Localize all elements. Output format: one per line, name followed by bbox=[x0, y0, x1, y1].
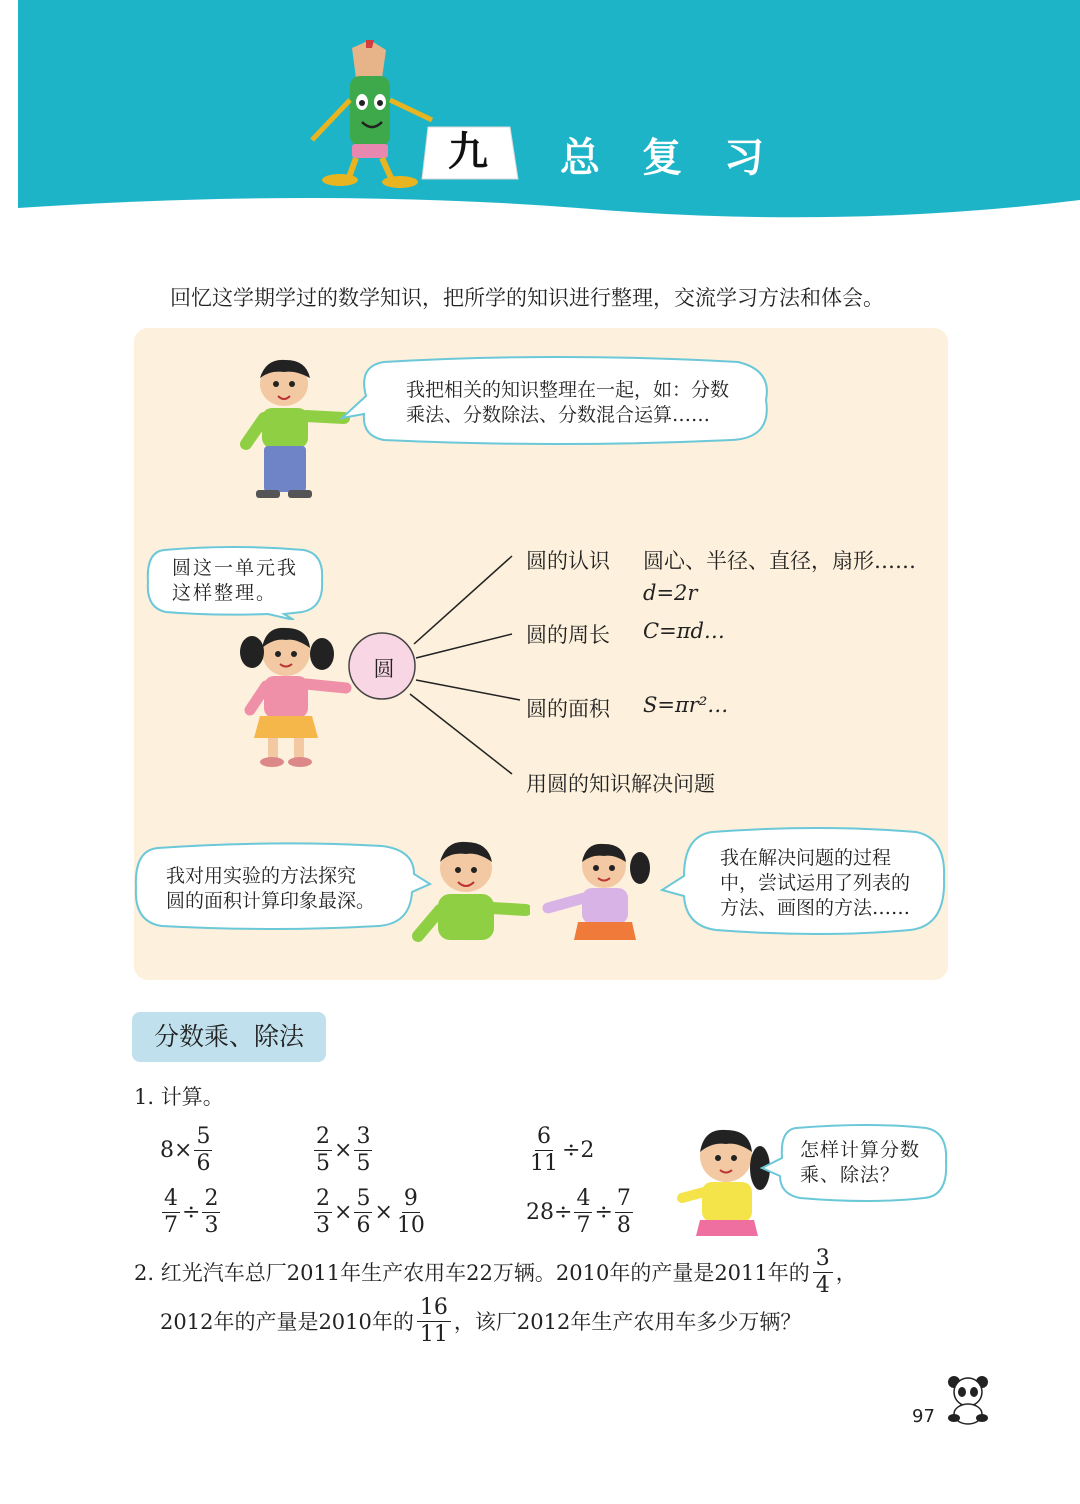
branch-label-recognition: 圆的认识 bbox=[526, 549, 610, 573]
speech-bubble-2: 圆这一单元我 这样整理。 bbox=[172, 557, 299, 604]
pencil-mascot-icon bbox=[300, 40, 440, 190]
q1-expr-1: 8× $\frac{5}{6}$ bbox=[160, 1123, 211, 1176]
speech-bubble-4: 我在解决问题的过程 中，尝试运用了列表的 方法、画图的方法…… bbox=[720, 847, 911, 919]
branch-label-circumference: 圆的周长 bbox=[526, 623, 610, 647]
q1-expr-4: $\frac{4}{7}$ ÷ $\frac{2}{3}$ bbox=[164, 1185, 219, 1238]
chapter-number: 九 bbox=[448, 129, 488, 175]
formula-circumference: C=πd… bbox=[643, 619, 725, 643]
formula-area: S=πr²… bbox=[643, 693, 729, 717]
boy-character-2-icon bbox=[410, 838, 530, 948]
mindmap-center: 圆 bbox=[373, 657, 395, 681]
panda-icon bbox=[944, 1374, 992, 1426]
q1-expr-3: $\frac{6}{11}$ ÷2 bbox=[530, 1123, 595, 1176]
speech-bubble-3: 我对用实验的方法探究 圆的面积计算印象最深。 bbox=[166, 865, 376, 912]
intro-text: 回忆这学期学过的数学知识，把所学的知识进行整理，交流学习方法和体会。 bbox=[170, 286, 884, 310]
boy-character-icon bbox=[236, 356, 356, 501]
girl-character-2-icon bbox=[542, 836, 654, 948]
girl-character-icon bbox=[236, 622, 354, 768]
branch-detail-recognition: 圆心、半径、直径，扇形…… bbox=[643, 549, 916, 573]
header-banner bbox=[18, 0, 1080, 225]
q1-expr-5: $\frac{2}{3}$ × $\frac{5}{6}$ × $\frac{9}{10}$ bbox=[316, 1185, 425, 1238]
question-1-label: 1. 计算。 bbox=[134, 1085, 224, 1109]
q1-expr-6: 28÷ $\frac{4}{7}$ ÷ $\frac{7}{8}$ bbox=[526, 1185, 631, 1238]
q1-expr-2: $\frac{2}{5}$ × $\frac{3}{5}$ bbox=[316, 1123, 371, 1176]
question-2-line-2: 2012年的产量是2010年的 $\frac{16}{11}$ ，该厂2012年生产农用车多少万辆？ bbox=[160, 1294, 802, 1347]
section-title: 分数乘、除法 bbox=[132, 1012, 326, 1062]
speech-bubble-5: 怎样计算分数 乘、除法？ bbox=[800, 1139, 921, 1186]
page-number: 97 bbox=[912, 1406, 935, 1427]
chapter-title: 总复习 bbox=[560, 135, 806, 181]
speech-bubble-1: 我把相关的知识整理在一起，如：分数 乘法、分数除法、分数混合运算…… bbox=[406, 379, 730, 426]
question-2-line-1: 2. 红光汽车总厂2011年生产农用车22万辆。2010年的产量是2011年的 $\frac{3}{4}$ ， bbox=[134, 1245, 857, 1298]
branch-label-area: 圆的面积 bbox=[526, 697, 610, 721]
branch-label-problem-solving: 用圆的知识解决问题 bbox=[526, 772, 715, 796]
formula-diameter: d=2r bbox=[643, 581, 698, 605]
